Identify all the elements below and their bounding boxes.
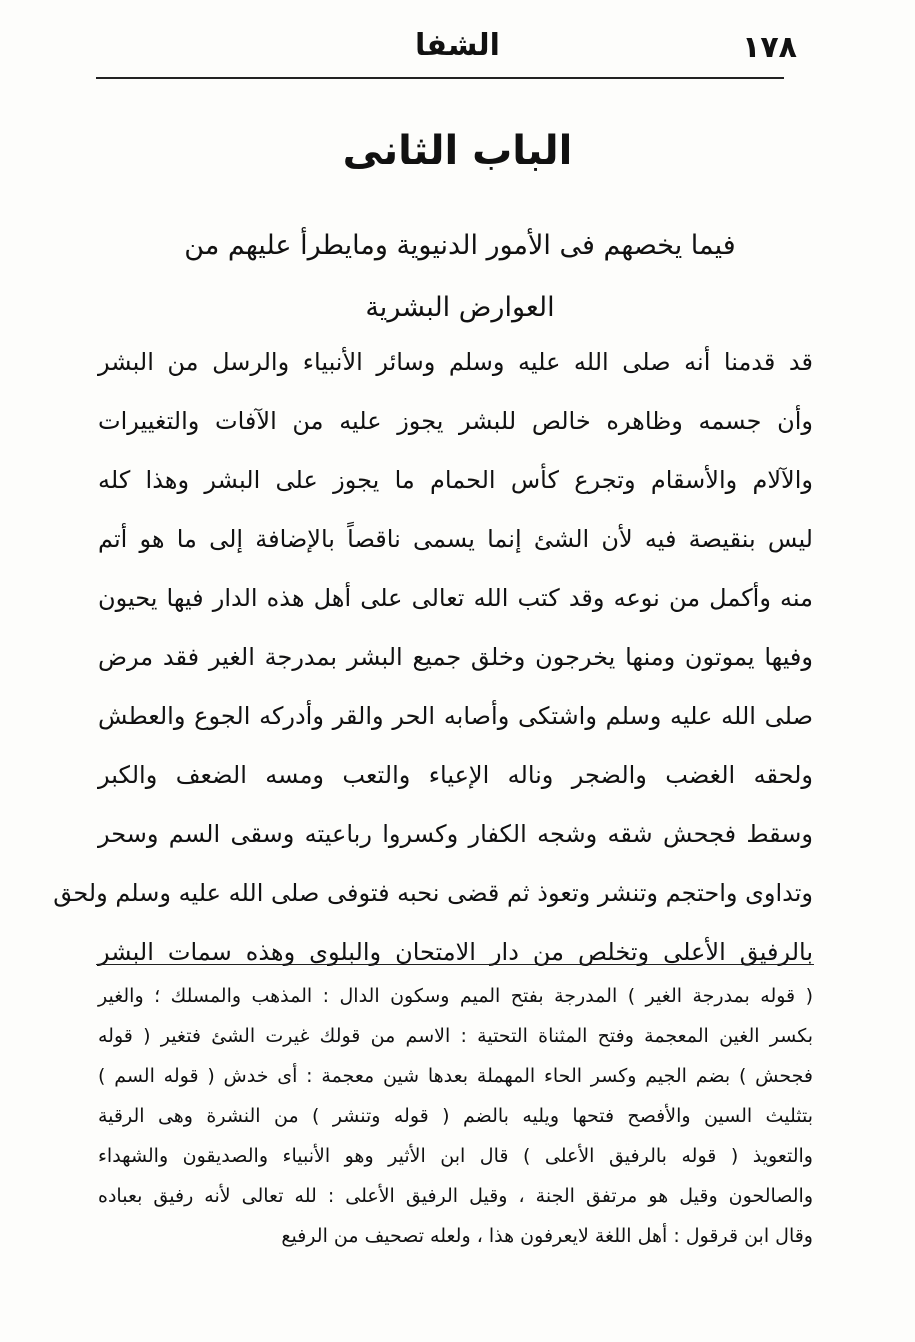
body-line: ولحقه الغضب والضجر وناله الإعياء والتعب ومسه الضعف والكبر xyxy=(98,761,813,789)
body-line: وفيها يموتون ومنها يخرجون وخلق جميع البشر بمدرجة الغير فقد مرض xyxy=(98,643,813,671)
footnote-line: والتعويذ ( قوله بالرفيق الأعلى ) قال ابن الأثير وهو الأنبياء والصديقون والشهداء xyxy=(98,1145,813,1167)
body-text xyxy=(53,333,813,982)
footnote-line: بتثليث السين والأفصح فتحها ويليه بالضم ( قوله وتنشر ) من النشرة وهى الرقية xyxy=(98,1105,813,1127)
body-line: والآلام والأسقام وتجرع كأس الحمام ما يجوز على البشر وهذا كله xyxy=(98,466,813,494)
footnote-line: وقال ابن قرقول : أهل اللغة لايعرفون هذا ، ولعله تصحيف من الرفيع xyxy=(281,1225,813,1247)
subtitle-line: فيما يخصهم فى الأمور الدنيوية ومايطرأ عليهم من xyxy=(184,230,736,261)
footnote-line: بكسر الغين المعجمة وفتح المثناة التحتية : الاسم من قولك غيرت الشئ فتغير ( قوله xyxy=(98,1025,813,1047)
chapter-title: الباب الثانى xyxy=(342,128,573,174)
subtitle-line: العوارض البشرية xyxy=(365,292,555,323)
body-line: وتداوى واحتجم وتنشر وتعوذ ثم قضى نحبه فتوفى صلى الله عليه وسلم ولحق xyxy=(53,879,813,907)
body-line: ليس بنقيصة فيه لأن الشئ إنما يسمى ناقصاً بالإضافة إلى ما هو أتم xyxy=(98,525,813,553)
footnote-line: فجحش ) بضم الجيم وكسر الحاء المهملة بعدها شين معجمة : أى خدش ( قوله السم ) xyxy=(98,1065,813,1087)
body-line: صلى الله عليه وسلم واشتكى وأصابه الحر والقر وأدركه الجوع والعطش xyxy=(98,702,813,730)
body-line: وسقط فجحش شقه وشجه الكفار وكسروا رباعيته وسقى السم وسحر xyxy=(98,820,813,848)
footnote-rule xyxy=(96,964,814,965)
chapter-subtitle xyxy=(140,215,780,339)
footnotes xyxy=(98,976,813,1256)
footnote-line: ( قوله بمدرجة الغير ) المدرجة بفتح الميم وسكون الدال : المذهب والمسلك ؛ والغير xyxy=(98,985,813,1007)
body-line: بالرفيق الأعلى وتخلص من دار الامتحان والبلوى وهذه سمات البشر xyxy=(98,938,813,966)
page-number: ١٧٨ xyxy=(742,30,797,65)
body-line: قد قدمنا أنه صلى الله عليه وسلم وسائر الأنبياء والرسل من البشر xyxy=(98,348,813,376)
running-title: الشفا xyxy=(415,28,500,63)
body-line: منه وأكمل من نوعه وقد كتب الله تعالى على أهل هذه الدار فيها يحيون xyxy=(98,584,813,612)
body-line: وأن جسمه وظاهره خالص للبشر يجوز عليه من الآفات والتغييرات xyxy=(98,407,813,435)
footnote-line: والصالحون وقيل هو مرتفق الجنة ، وقيل الرفيق الأعلى : لله تعالى لأنه رفيق بعباده xyxy=(98,1185,813,1207)
header-rule xyxy=(96,77,784,79)
